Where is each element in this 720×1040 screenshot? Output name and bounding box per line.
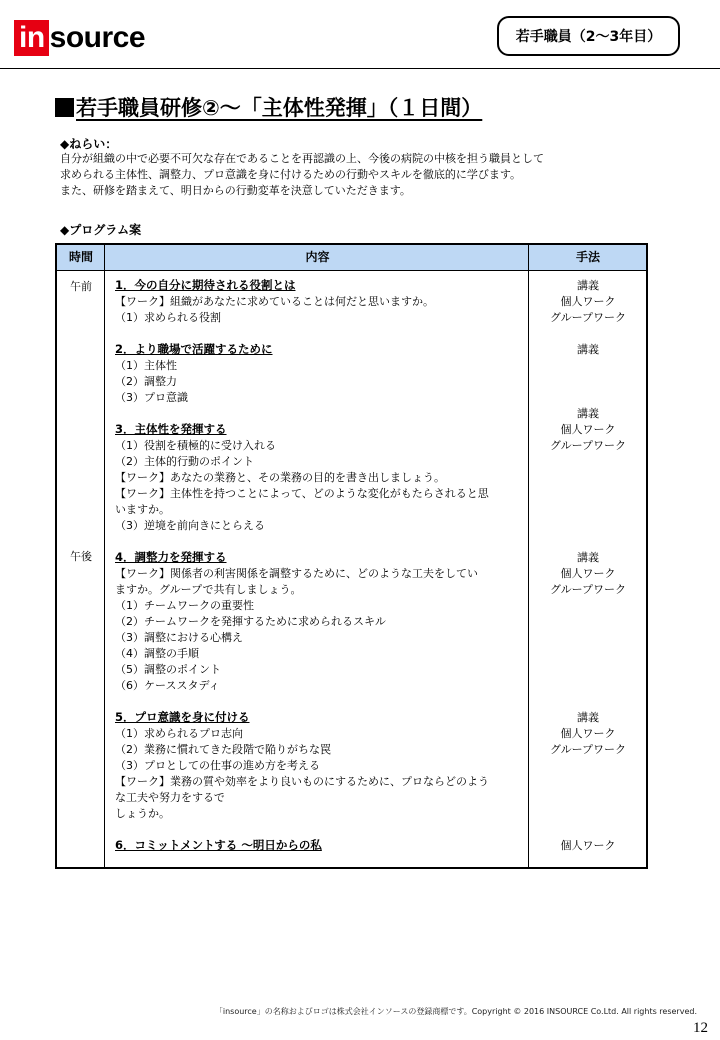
method-item: 講義 [577,279,599,292]
section-title: 5．プロ意識を身に付ける [115,710,250,724]
page-title [55,92,482,122]
section-line: （2）主体的行動のポイント [115,455,254,468]
aim-line: 自分が組織の中で必要不可欠な存在であることを再認識の上、今後の病院の中核を担う職員として [60,152,544,165]
section-line: な工夫や努力をするで [115,791,225,804]
black-square-icon [55,98,74,117]
section-line: （3）プロ意識 [115,391,188,404]
page-number: 12 [693,1020,708,1036]
section-line: （1）求められるプロ志向 [115,727,243,740]
section-line: ますか。グループで共有しましょう。 [115,583,302,596]
header-content: 内容 [305,250,330,264]
section-line: 【ワーク】業務の質や効率をより良いものにするために、プロならどのよう [115,775,489,788]
method-item: 個人ワーク [560,567,616,580]
page-title-text: 若手職員研修②～「主体性発揮」（１日間） [76,96,483,120]
aim-body [60,151,544,199]
aim-heading: ◆ねらい： [60,137,118,151]
section-line: 【ワーク】主体性を持つことによって、どのような変化がもたらされると思 [115,487,489,500]
insource-logo [14,18,145,58]
section-line: （5）調整のポイント [115,663,221,676]
table-header-row [57,245,646,271]
section-line: （1）主体性 [115,359,177,372]
header-time: 時間 [68,250,93,264]
section-line: （1）求められる役割 [115,311,221,324]
method-item: 講義 [577,551,599,564]
program-table [55,243,648,869]
section-line: （6）ケーススタディ [115,679,220,692]
method-item: 講義 [577,407,599,420]
section-line: いますか。 [115,503,170,516]
method-item: 講義 [577,343,599,356]
section-title: 6．コミットメントする ～明日からの私 [115,838,322,852]
section-title: 2．より職場で活躍するために [115,342,273,356]
section-title: 3．主体性を発揮する [115,422,227,436]
method-item: 個人ワーク [560,727,616,740]
column-divider [528,245,529,867]
target-audience-badge: 若手職員（2～3年目） [497,16,680,56]
method-item: グループワーク [549,743,627,756]
logo-in-mark: in [14,20,49,56]
section-line: （3）逆境を前向きにとらえる [115,519,265,532]
section-line: （1）チームワークの重要性 [115,599,254,612]
method-item: 個人ワーク [560,295,616,308]
section-line: （2）業務に慣れてきた段階で陥りがちな罠 [115,743,331,756]
method-item: 講義 [577,711,599,724]
method-item: 個人ワーク [560,839,616,852]
section-line: （3）プロとしての仕事の進め方を考える [115,759,320,772]
method-item: 個人ワーク [560,423,616,436]
method-item: グループワーク [549,439,627,452]
section-line: （3）調整における心構え [115,631,243,644]
section-line: 【ワーク】あなたの業務と、その業務の目的を書き出しましょう。 [115,471,445,484]
copyright-notice: 「insource」の名称およびロゴは株式会社インソースの登録商標です。Copyright © 2016 INSOURCE Co.Ltd. All rights reserved. [214,1007,697,1016]
section-line: （4）調整の手順 [115,647,199,660]
section-line: 【ワーク】組織があなたに求めていることは何だと思いますか。 [115,295,434,308]
logo-wordmark: source [49,21,146,54]
method-item: グループワーク [549,583,627,596]
header-divider [0,68,720,69]
method-item: グループワーク [549,311,627,324]
time-am: 午前 [70,280,92,293]
aim-line: また、研修を踏まえて、明日からの行動変革を決意していただきます。 [60,184,411,197]
program-heading: ◆プログラム案 [60,223,142,237]
section-line: （2）調整力 [115,375,177,388]
time-pm: 午後 [70,550,92,563]
aim-line: 求められる主体性、調整力、プロ意識を身に付けるための行動やスキルを徹底的に学びます。 [60,168,522,181]
section-title: 1．今の自分に期待される役割とは [115,278,296,292]
header-method: 手法 [575,250,600,264]
section-line: （1）役割を積極的に受け入れる [115,439,276,452]
section-line: （2）チームワークを発揮するために求められるスキル [115,615,386,628]
section-line: 【ワーク】関係者の利害関係を調整するために、どのような工夫をしてい [115,567,478,580]
section-title: 4．調整力を発揮する [115,550,227,564]
section-line: しょうか。 [115,807,170,820]
